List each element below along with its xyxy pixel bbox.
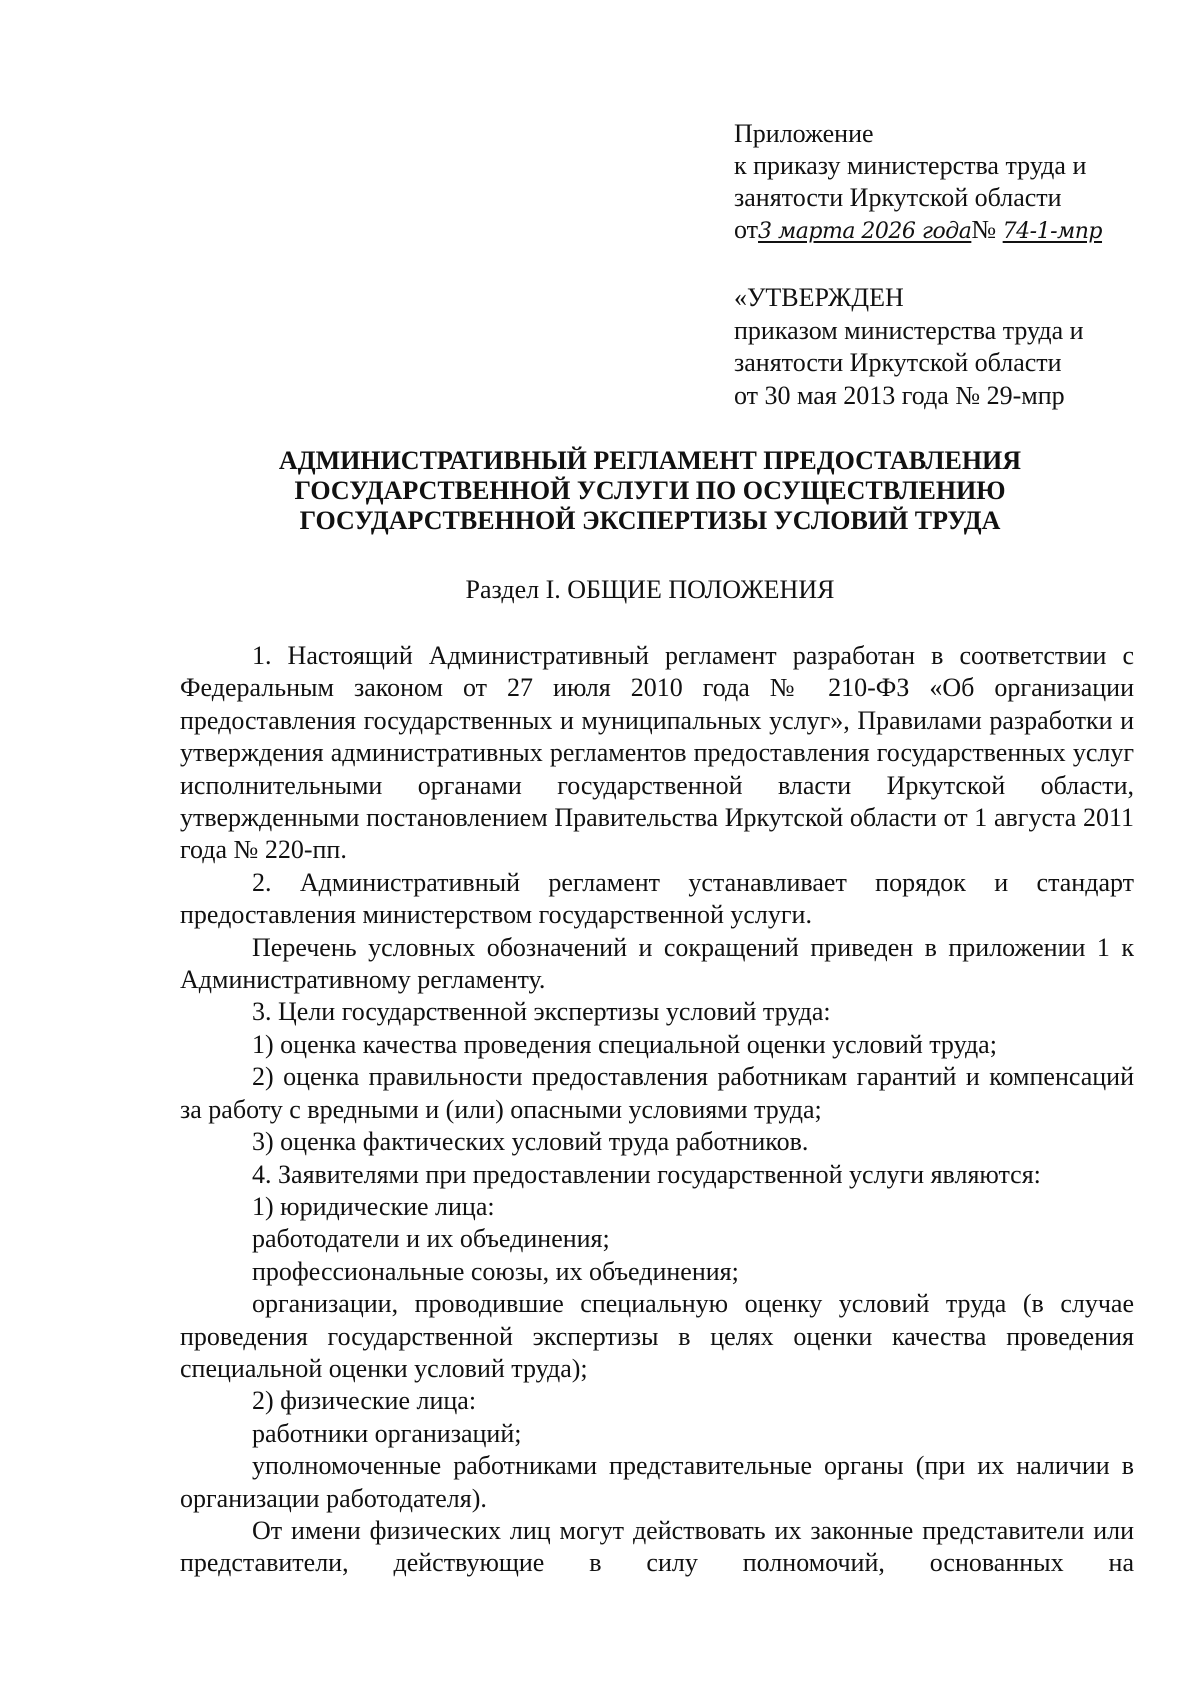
paragraph: уполномоченные работниками представительные органы (при их наличии в организации работодателя). bbox=[180, 1451, 1134, 1513]
paragraph: организации, проводившие специальную оценку условий труда (в случае проведения государственной экспертизы в целях оценки качества проведения специальной оценки условий труда); bbox=[180, 1289, 1134, 1383]
paragraph: От имени физических лиц могут действовать их законные представители или представители, действующие в силу полномочий, основанных на bbox=[180, 1515, 1134, 1578]
title-line-3: ГОСУДАРСТВЕННОЙ ЭКСПЕРТИЗЫ УСЛОВИЙ ТРУДА bbox=[299, 506, 1001, 535]
paragraph: 1. Настоящий Административный регламент разработан в соответствии с Федеральным законом от 27 июля 2010 года № 210-ФЗ «Об организации предоставления государственных и муниципальных услуг», Правилами разработки и утверждения административных регламентов предоставления государственных услуг исполнительными органами государственной власти Иркутской области, утвержденными постановлением Правительства Иркутской области от 1 августа 2011 года № 220-пп. bbox=[180, 641, 1134, 865]
paragraph: профессиональные союзы, их объединения; bbox=[252, 1256, 739, 1286]
handwritten-date: 3 марта 2026 года bbox=[758, 219, 972, 244]
paragraph: 2) физические лица: bbox=[252, 1386, 477, 1416]
title-line-1: АДМИНИСТРАТИВНЫЙ РЕГЛАМЕНТ ПРЕДОСТАВЛЕНИЯ bbox=[278, 446, 1022, 475]
paragraph: 4. Заявителями при предоставлении государственной услуги являются: bbox=[252, 1159, 1041, 1189]
paragraph: 2) оценка правильности предоставления работникам гарантий и компенсаций за работу с вредными и (или) опасными условиями труда; bbox=[180, 1062, 1134, 1124]
approval-block bbox=[734, 282, 1154, 412]
paragraph: 1) юридические лица: bbox=[252, 1191, 495, 1221]
document-title bbox=[180, 446, 1120, 536]
paragraph: 2. Административный регламент устанавливает порядок и стандарт предоставления министерством государственной услуги. bbox=[180, 867, 1134, 930]
from-label: от bbox=[734, 215, 759, 244]
appendix-line-3: занятости Иркутской области bbox=[734, 183, 1062, 212]
paragraph: работники организаций; bbox=[252, 1418, 522, 1448]
handwritten-number: 74-1-мпр bbox=[1002, 219, 1103, 244]
paragraph: Перечень условных обозначений и сокращений приведен в приложении 1 к Административному регламенту. bbox=[180, 932, 1134, 995]
paragraph: работодатели и их объединения; bbox=[252, 1224, 610, 1254]
paragraph: 3) оценка фактических условий труда работников. bbox=[252, 1127, 809, 1157]
appendix-line-2: к приказу министерства труда и bbox=[734, 151, 1087, 180]
document-body bbox=[180, 640, 1134, 1580]
appendix-order-line bbox=[734, 214, 1154, 248]
approval-line-3: занятости Иркутской области bbox=[734, 348, 1062, 377]
approval-line-4: от 30 мая 2013 года № 29-мпр bbox=[734, 380, 1065, 410]
paragraph: 3. Цели государственной экспертизы условий труда: bbox=[252, 997, 831, 1027]
approval-line-2: приказом министерства труда и bbox=[734, 315, 1084, 345]
title-line-2: ГОСУДАРСТВЕННОЙ УСЛУГИ ПО ОСУЩЕСТВЛЕНИЮ bbox=[294, 476, 1006, 505]
number-label: № bbox=[971, 215, 997, 244]
section-heading: Раздел I. ОБЩИЕ ПОЛОЖЕНИЯ bbox=[465, 575, 835, 604]
appendix-block bbox=[734, 118, 1154, 248]
approval-line-1: «УТВЕРЖДЕН bbox=[734, 283, 904, 312]
paragraph: 1) оценка качества проведения специальной оценки условий труда; bbox=[252, 1029, 997, 1059]
appendix-line-1: Приложение bbox=[734, 119, 874, 148]
